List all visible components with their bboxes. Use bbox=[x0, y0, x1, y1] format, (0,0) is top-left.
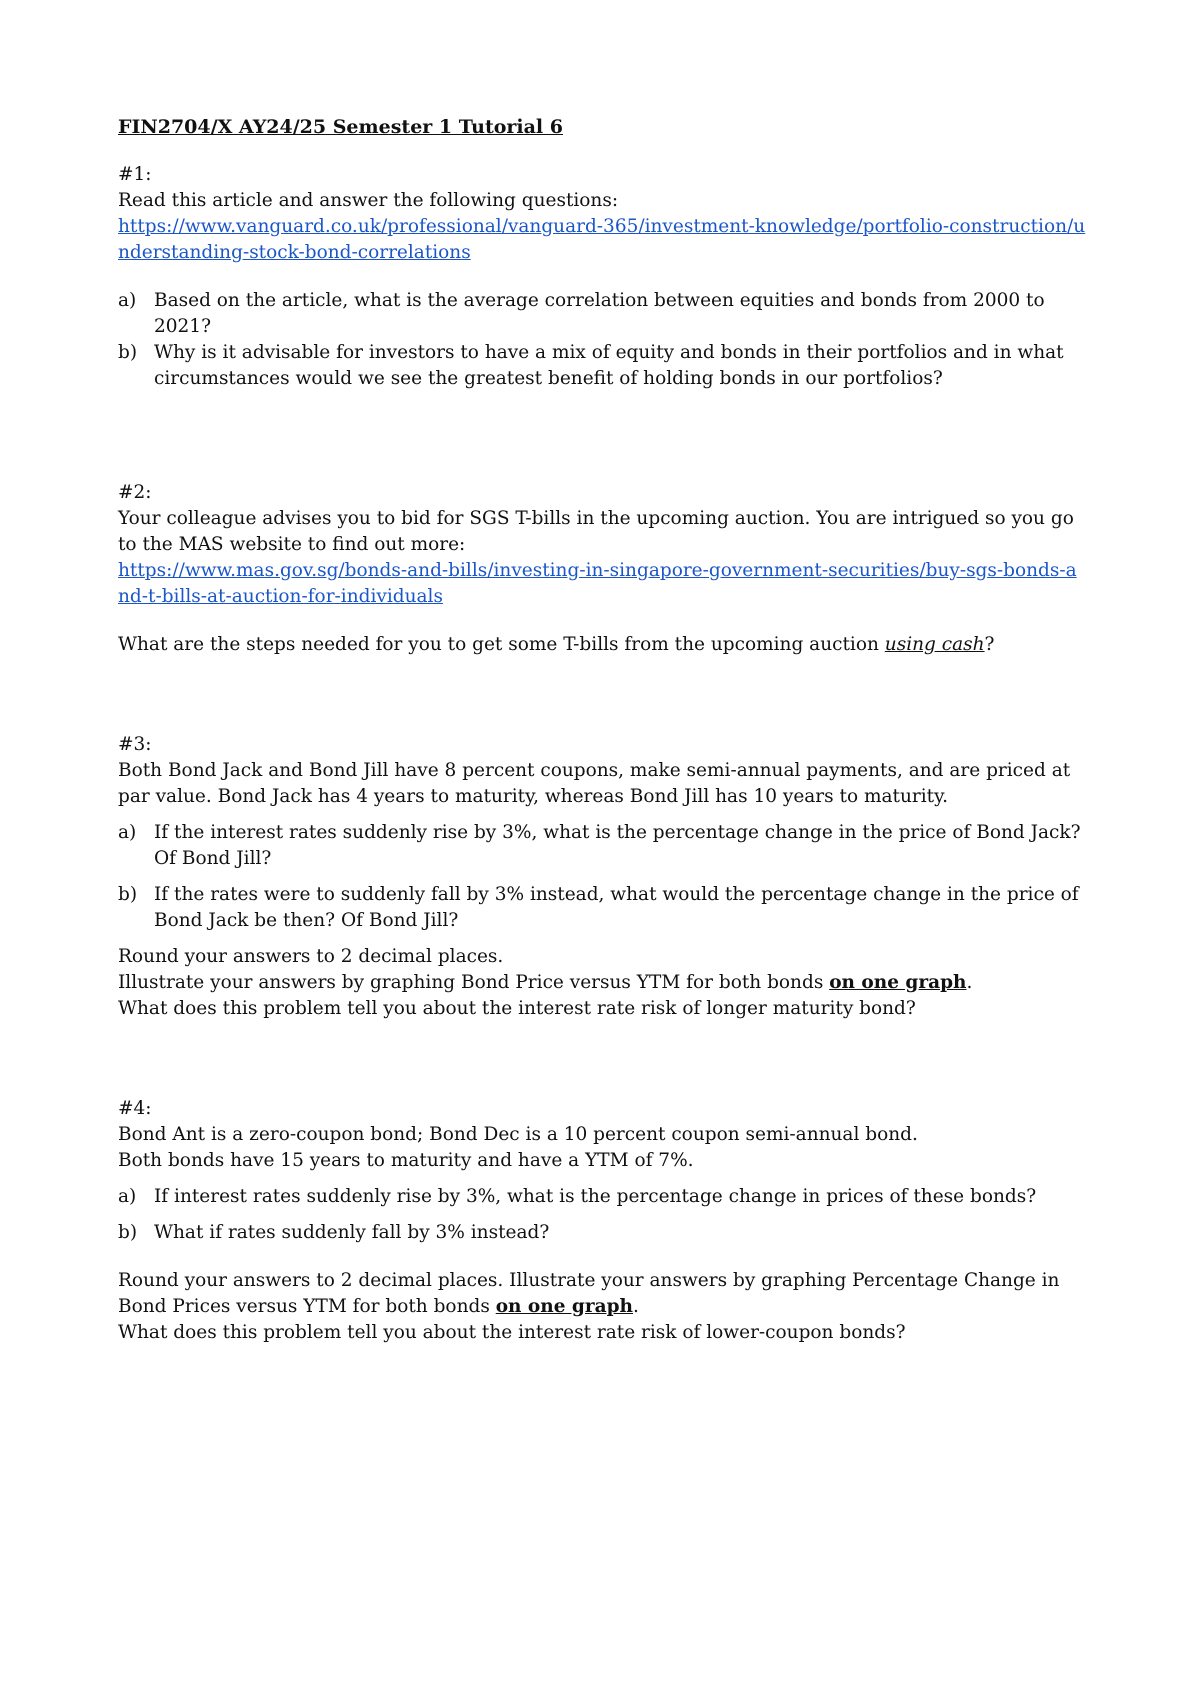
question-2-emphasis: using cash bbox=[884, 634, 985, 655]
question-2-number: #2: bbox=[118, 482, 152, 503]
list-item bbox=[118, 1184, 1088, 1210]
spacer bbox=[118, 266, 1088, 288]
list-marker: a) bbox=[118, 1186, 137, 1207]
list-item bbox=[118, 820, 1088, 872]
mas-website-link[interactable]: https://www.mas.gov.sg/bonds-and-bills/investing-in-singapore-government-securities/buy-sgs-bonds-and-t-bills-at-auction-for-individuals bbox=[118, 560, 1077, 607]
list-marker: a) bbox=[118, 822, 137, 843]
question-4-closing: What does this problem tell you about the interest rate risk of lower-coupon bonds? bbox=[118, 1322, 906, 1343]
list-item-text: Based on the article, what is the average correlation between equities and bonds from 2000 to 2021? bbox=[154, 290, 1045, 337]
spacer bbox=[118, 1246, 1088, 1268]
question-2 bbox=[118, 480, 1088, 658]
spacer bbox=[118, 810, 1088, 820]
question-1 bbox=[118, 162, 1088, 392]
question-3 bbox=[118, 732, 1088, 1022]
spacer bbox=[118, 934, 1088, 944]
list-item-text: Why is it advisable for investors to have a mix of equity and bonds in their portfolios and in what circumstances would we see the greatest benefit of holding bonds in our portfolios? bbox=[154, 342, 1064, 389]
question-4-round bbox=[118, 1268, 1088, 1320]
spacer bbox=[118, 610, 1088, 632]
list-item bbox=[118, 882, 1088, 934]
list-marker: b) bbox=[118, 1222, 138, 1243]
question-4-number: #4: bbox=[118, 1098, 152, 1119]
list-item-text: If interest rates suddenly rise by 3%, what is the percentage change in prices of these bonds? bbox=[154, 1186, 1037, 1207]
question-4-round-end: . bbox=[633, 1296, 639, 1317]
document-page bbox=[118, 114, 1088, 1346]
list-item-text: If the rates were to suddenly fall by 3% instead, what would the percentage change in the price of Bond Jack be then? Of Bond Jill? bbox=[154, 884, 1079, 931]
list-item-text: What if rates suddenly fall by 3% instead? bbox=[154, 1222, 550, 1243]
list-marker: b) bbox=[118, 884, 138, 905]
question-3-intro: Both Bond Jack and Bond Jill have 8 percent coupons, make semi-annual payments, and are priced at par value. Bond Jack has 4 years to maturity, whereas Bond Jill has 10 years to maturity. bbox=[118, 760, 1071, 807]
page-title: FIN2704/X AY24/25 Semester 1 Tutorial 6 bbox=[118, 116, 563, 138]
spacer bbox=[118, 1210, 1088, 1220]
question-2-end: ? bbox=[984, 634, 995, 655]
question-3-round: Round your answers to 2 decimal places. bbox=[118, 946, 504, 967]
vanguard-article-link[interactable]: https://www.vanguard.co.uk/professional/vanguard-365/investment-knowledge/portfolio-construction/understanding-stock-bond-correlations bbox=[118, 216, 1086, 263]
list-item bbox=[118, 1220, 1088, 1246]
question-2-text: What are the steps needed for you to get some T-bills from the upcoming auction bbox=[118, 634, 885, 655]
spacer bbox=[118, 392, 1088, 480]
question-4-round-text: Round your answers to 2 decimal places. Illustrate your answers by graphing Percentage Change in Bond Prices versus YTM for both bonds bbox=[118, 1270, 1060, 1317]
question-3-items bbox=[118, 820, 1088, 934]
question-4-items bbox=[118, 1184, 1088, 1246]
spacer bbox=[118, 658, 1088, 732]
question-3-number: #3: bbox=[118, 734, 152, 755]
list-item-text: If the interest rates suddenly rise by 3%, what is the percentage change in the price of Bond Jack? Of Bond Jill? bbox=[154, 822, 1081, 869]
list-item bbox=[118, 288, 1088, 340]
list-item bbox=[118, 340, 1088, 392]
spacer bbox=[118, 1174, 1088, 1184]
question-4-emphasis: on one graph bbox=[495, 1296, 633, 1317]
question-3-closing: What does this problem tell you about the interest rate risk of longer maturity bond? bbox=[118, 998, 916, 1019]
question-1-number: #1: bbox=[118, 164, 152, 185]
spacer bbox=[118, 872, 1088, 882]
question-4-line-1: Bond Ant is a zero-coupon bond; Bond Dec is a 10 percent coupon semi-annual bond. bbox=[118, 1124, 918, 1145]
list-marker: a) bbox=[118, 290, 137, 311]
spacer bbox=[118, 1022, 1088, 1096]
question-3-illustrate bbox=[118, 970, 1088, 996]
question-3-illustrate-text: Illustrate your answers by graphing Bond Price versus YTM for both bonds bbox=[118, 972, 830, 993]
question-4 bbox=[118, 1096, 1088, 1346]
question-2-intro: Your colleague advises you to bid for SGS T-bills in the upcoming auction. You are intrigued so you go to the MAS website to find out more: bbox=[118, 508, 1074, 555]
question-2-question bbox=[118, 632, 1088, 658]
question-3-illustrate-end: . bbox=[966, 972, 973, 993]
question-1-items bbox=[118, 288, 1088, 392]
question-4-line-2: Both bonds have 15 years to maturity and have a YTM of 7%. bbox=[118, 1150, 694, 1171]
question-3-emphasis: on one graph bbox=[829, 972, 967, 993]
list-marker: b) bbox=[118, 342, 138, 363]
question-1-intro: Read this article and answer the following questions: bbox=[118, 190, 619, 211]
